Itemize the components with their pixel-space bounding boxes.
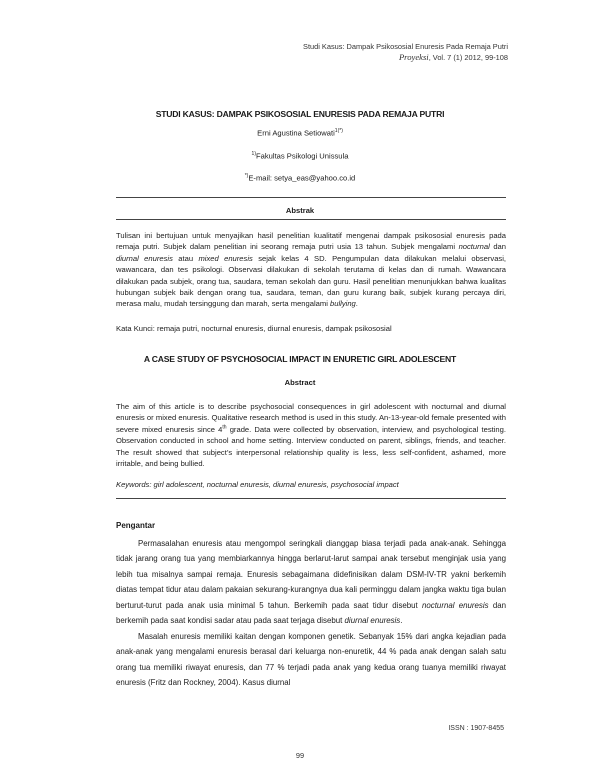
abstrak-part: Tulisan ini bertujuan untuk menyajikan hasil penelitian kualitatif mengenai dampak psikososial enuresis pada remaja putri. Subjek dalam penelitian ini seorang remaja putri usia 13 tahun. Subjek mengalami	[116, 231, 506, 252]
abstract-sup: th	[222, 424, 227, 431]
kata-kunci: Kata Kunci: remaja putri, nocturnal enuresis, diurnal enuresis, dampak psikososial	[116, 324, 392, 333]
affiliation-text: Fakultas Psikologi Unissula	[256, 151, 349, 161]
running-header-title: Studi Kasus: Dampak Psikososial Enuresis Pada Remaja Putri	[303, 42, 508, 51]
abstrak-part: .	[355, 299, 358, 309]
english-title: A CASE STUDY OF PSYCHOSOCIAL IMPACT IN ENURETIC GIRL ADOLESCENT	[143, 354, 457, 364]
abstrak-emph: mixed enuresis	[198, 253, 253, 263]
abstract-heading: Abstract	[284, 378, 316, 387]
abstrak-text	[116, 230, 506, 310]
author-name: Erni Agustina Setiowati	[257, 128, 335, 138]
abstrak-emph: nocturnal	[458, 242, 490, 252]
abstrak-part: dan	[489, 242, 506, 252]
abstrak-emph: diurnal enuresis	[116, 253, 173, 263]
running-header	[303, 42, 508, 63]
abstrak-part: atau	[172, 253, 199, 263]
affiliation	[0, 151, 600, 161]
paper-title: STUDI KASUS: DAMPAK PSIKOSOSIAL ENURESIS PADA REMAJA PUTRI	[155, 109, 445, 119]
body-part: dan berkemih pada saat kondisi sadar atau pada saat terjaga disebut	[116, 600, 507, 626]
body-paragraph-1	[116, 536, 506, 628]
section-heading: Pengantar	[116, 521, 156, 530]
abstract-part: grade. Data were collected by observation, interview, and psychological testing. Observation conducted in school and home setting. Interview conducted on parent, siblings, friends, and teacher. The result showed that subject’s interpersonal relationship quality is less, less self-confident, ashamed, more irritable, and being bullied.	[116, 424, 506, 469]
body-emph: nocturnal enuresis	[422, 600, 489, 610]
abstrak-part: sejak kelas 4 SD. Pengumpulan data dilakukan melalui observasi, wawancara, dan tes psikologi. Observasi dilakukan di sekolah terutama di kelas dan di rumah. Wawancara dilakukan pada subjek, orang tua, saudara, teman sekolah dan guru. Hasil penelitian menunjukkan bahwa kualitas hubungan subjek baik dengan orang tua, saudara, teman, dan guru kurang baik, subjek kurang percaya diri, merasa malu, mudah tersinggung dan marah, serta mengalami	[116, 253, 507, 309]
abstrak-heading: Abstrak	[285, 206, 315, 215]
affiliation-mark: 1)	[251, 151, 256, 157]
body-part: .	[400, 616, 403, 626]
keywords: Keywords: girl adolescent, nocturnal enuresis, diurnal enuresis, psychosocial impact	[116, 480, 399, 489]
body-part: Permasalahan enuresis atau mengompol seringkali dianggap biasa terjadi pada anak-anak. Sehingga tidak jarang orang tua yang membiarkannya hingga berlarut-larut sampai anak tersebut menginjak usia yang lebih tua misalnya sampai remaja. Enuresis sebagaimana didefinisikan dalam DSM-IV-TR yakni berkemih diatas tempat tidur atau dalam pakaian sekurang-kurangnya dua kali perminggu dalam jangka waktu tiga bulan berturut-turut pada anak usia minimal 5 tahun. Berkemih pada saat tidur disebut	[116, 539, 506, 610]
divider-top	[116, 197, 506, 198]
email	[0, 173, 600, 183]
body-paragraph-2: Masalah enuresis memiliki kaitan dengan komponen genetik. Sebanyak 15% dari angka kejadian pada anak-anak yang mengalami enuresis berasal dari keluarga non-enuretik, 44 % pada anak dengan salah satu orang tua memiliki riwayat enuresis, dan 77 % terjadi pada anak yang kedua orang tuanya memiliki riwayat enuresis (Fritz dan Rockney, 2004). Kasus diurnal	[116, 632, 506, 688]
journal-name: Proyeksi	[398, 52, 429, 62]
running-header-citation	[303, 52, 508, 63]
abstract-part: The aim of this article is to describe psychosocial consequences in girl adolescent with nocturnal and diurnal enuresis or mixed enuresis. Qualitative research method is used in this study. An-13-year-old female presented with severe mixed enuresis since 4	[116, 402, 506, 434]
journal-volume: , Vol. 7 (1) 2012, 99-108	[428, 53, 508, 62]
abstract-text	[116, 401, 506, 469]
issn: ISSN : 1907-8455	[448, 725, 504, 732]
page-number: 99	[295, 751, 305, 760]
author-mark: 1(*)	[334, 128, 343, 134]
email-text: E-mail: setya_eas@yahoo.co.id	[248, 173, 356, 183]
abstrak-emph: bullying	[330, 299, 356, 309]
author	[0, 128, 600, 138]
divider-abstrak	[116, 219, 506, 220]
email-mark: *)	[244, 173, 249, 179]
body-emph: diurnal enuresis	[344, 616, 401, 626]
divider-bottom	[116, 498, 506, 499]
